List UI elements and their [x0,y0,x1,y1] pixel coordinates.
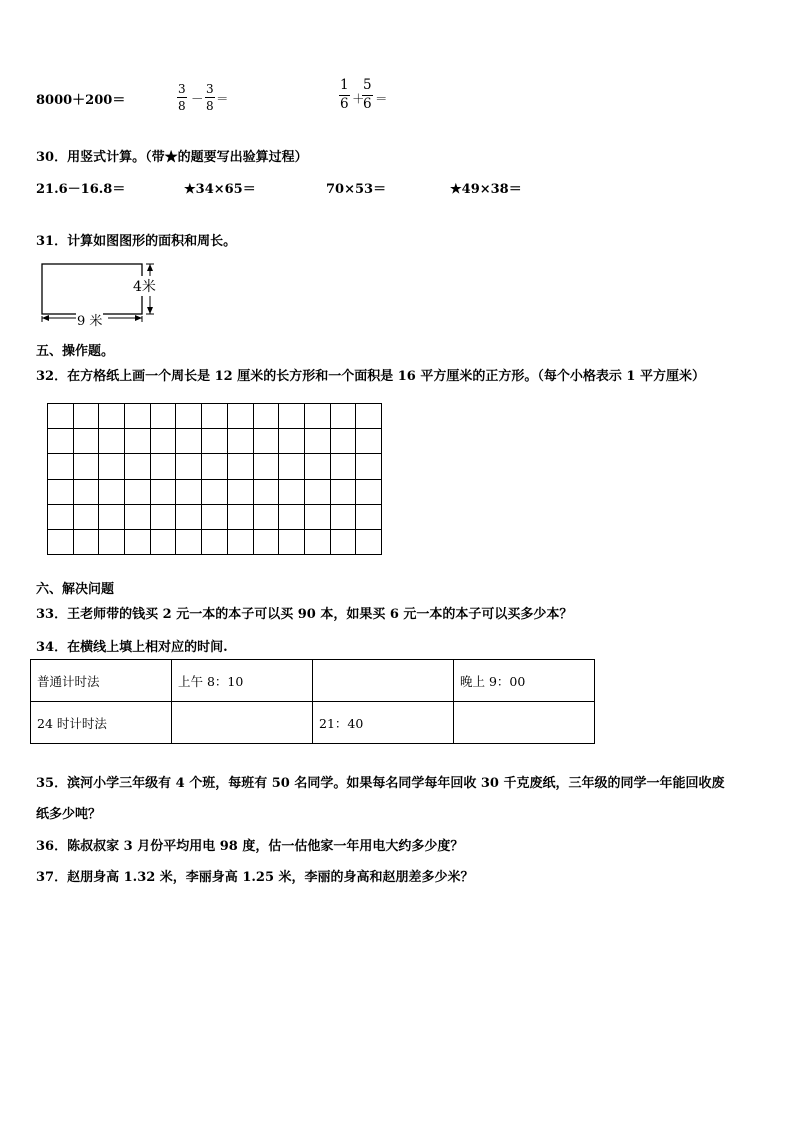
arrow-down-icon [147,307,153,314]
grid-row [48,429,382,454]
section-5-heading: 五、操作题。 [36,344,115,359]
calc-8000-plus-200: 8000＋200＝ [36,93,126,108]
question-31-title: 31．计算如图图形的面积和周长。 [36,234,237,249]
grid-row [48,454,382,479]
fraction-3-8-b: $\frac{3}{8}$ [206,82,214,113]
fraction-3-8-a: $\frac{3}{8}$ [178,82,186,113]
table-cell: 晚上 9：00 [454,660,595,702]
grid-body [48,404,382,555]
question-30-title: 30．用竖式计算。（带★的题要写出验算过程） [36,150,308,165]
q30-item-4: ★49×38＝ [450,182,522,197]
grid-row [48,504,382,529]
blank-cell[interactable] [313,660,454,702]
rectangle-shape [42,264,142,314]
arrow-right-icon [135,315,142,321]
question-32-title: 32．在方格纸上画一个周长是 12 厘米的长方形和一个面积是 16 平方厘米的正方形。（每个小格表示 1 平方厘米） [36,369,705,384]
grid-row [48,479,382,504]
time-conversion-table [30,659,595,744]
grid-row [48,404,382,429]
table-cell: 21：40 [313,702,454,744]
fraction-1-6: $\frac{1}{6}$ [340,77,349,112]
q30-item-1: 21.6－16.8＝ [36,182,126,197]
square-grid-paper [47,403,382,555]
blank-cell[interactable] [172,702,313,744]
question-35-line-2: 纸多少吨？ [36,807,102,822]
height-label: 4米 [133,276,156,296]
question-34-title: 34．在横线上填上相对应的时间. [36,640,228,655]
plus-sign: ＋ [352,91,365,106]
question-33: 33．王老师带的钱买 2 元一本的本子可以买 90 本，如果买 6 元一本的本子可以买多少本？ [36,607,573,622]
equals-sign: ＝ [216,91,229,106]
table-row [31,702,595,744]
fraction-5-6: $\frac{5}{6}$ [363,77,372,112]
minus-sign: － [191,91,204,106]
arrow-left-icon [42,315,49,321]
table-cell: 上午 8：10 [172,660,313,702]
q30-item-2: ★34×65＝ [184,182,256,197]
q30-item-3: 70×53＝ [326,182,387,197]
question-36: 36．陈叔叔家 3 月份平均用电 98 度，估一估他家一年用电大约多少度？ [36,839,464,854]
row-header-24h: 24 时计时法 [31,702,172,744]
arrow-up-icon [147,264,153,271]
blank-cell[interactable] [454,702,595,744]
question-37: 37．赵朋身高 1.32 米，李丽身高 1.25 米，李丽的身高和赵朋差多少米？ [36,870,474,885]
grid-row [48,529,382,554]
question-35-line-1: 35．滨河小学三年级有 4 个班，每班有 50 名同学。如果每名同学每年回收 30 千克废纸，三年级的同学一年能回收废 [36,776,725,791]
row-header-12h: 普通计时法 [31,660,172,702]
section-6-heading: 六、解决问题 [36,582,115,597]
table-row [31,660,595,702]
equals-sign: ＝ [375,91,388,106]
width-label: 9 米 [76,310,103,329]
